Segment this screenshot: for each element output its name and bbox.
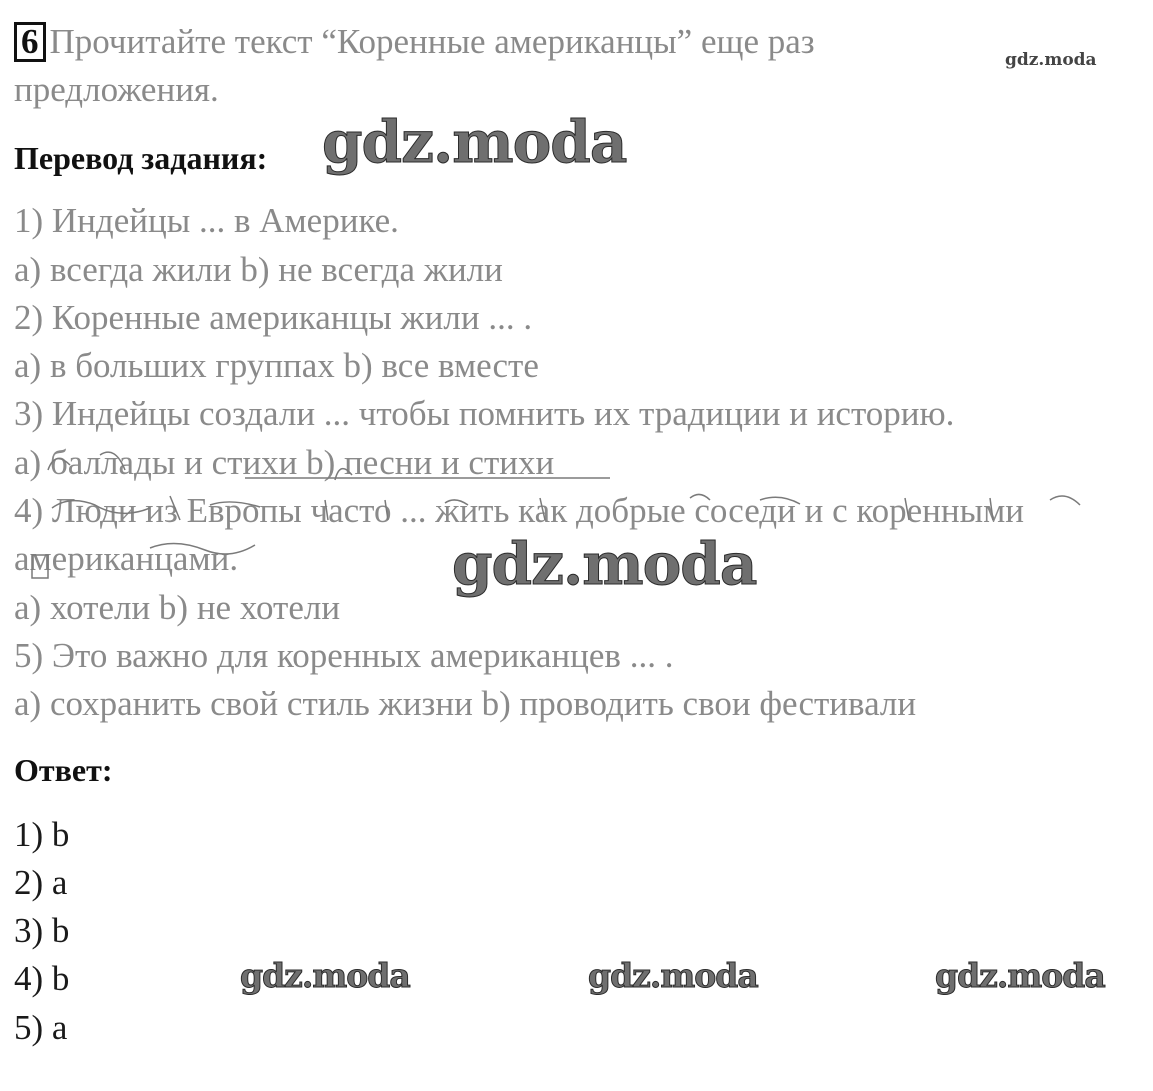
options-5: a) сохранить свой стиль жизни b) проводить свои фестивали <box>14 684 917 723</box>
watermark-middle: gdz.moda <box>452 530 757 598</box>
watermark-bottom-2: gdz.moda <box>588 956 758 995</box>
options-3: a) баллады и стихи b) песни и стихи <box>14 443 555 482</box>
answer-2: 2) a <box>14 863 68 902</box>
options-4: a) хотели b) не хотели <box>14 588 341 627</box>
instruction-line-2: предложения. <box>14 70 219 109</box>
watermark-heading: gdz.moda <box>322 108 627 176</box>
instruction-line-1: Прочитайте текст “Коренные американцы” еще раз <box>49 22 815 61</box>
question-2: 2) Коренные американцы жили ... . <box>14 298 533 337</box>
task-number: 6 <box>14 22 46 62</box>
question-4-line-1: 4) Люди из Европы часто ... жить как добрые соседи и с коренными <box>14 491 1024 530</box>
translation-heading: Перевод задания: <box>14 140 268 176</box>
question-1: 1) Индейцы ... в Америке. <box>14 201 399 240</box>
question-5: 5) Это важно для коренных американцев ... . <box>14 636 674 675</box>
answer-1: 1) b <box>14 815 70 854</box>
question-3: 3) Индейцы создали ... чтобы помнить их традиции и историю. <box>14 394 955 433</box>
watermark-bottom-1: gdz.moda <box>240 956 410 995</box>
options-1: a) всегда жили b) не всегда жили <box>14 250 503 289</box>
answer-5: 5) a <box>14 1008 68 1047</box>
watermark-bottom-3: gdz.moda <box>935 956 1105 995</box>
answer-heading: Ответ: <box>14 752 113 788</box>
watermark-top-right: gdz.moda <box>1005 50 1097 70</box>
answer-3: 3) b <box>14 911 70 950</box>
task-instruction <box>14 22 815 62</box>
answer-4: 4) b <box>14 959 70 998</box>
question-4-line-2: американцами. <box>14 539 239 578</box>
options-2: a) в больших группах b) все вместе <box>14 346 539 385</box>
